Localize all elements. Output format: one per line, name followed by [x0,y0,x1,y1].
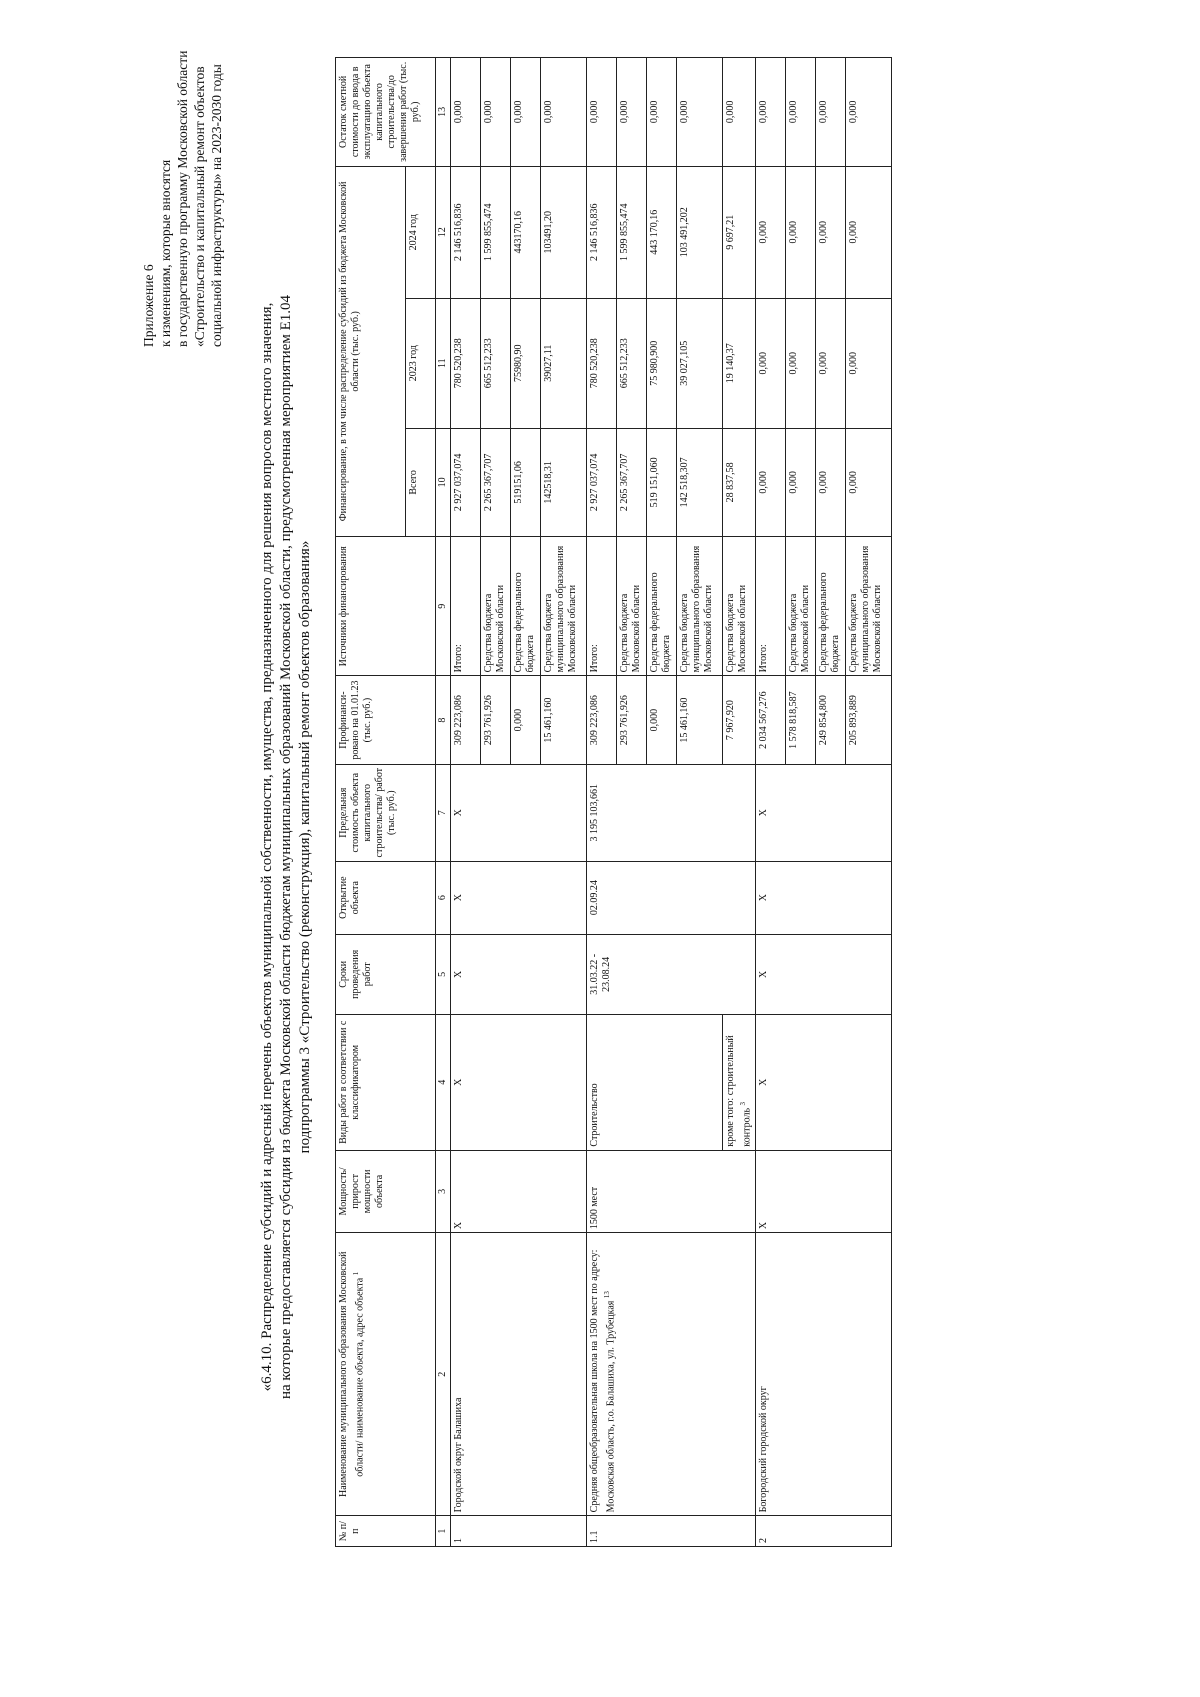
object-power: Х [756,1150,892,1233]
financing-total: 142 518,307 [677,428,723,537]
col-header-total: Всего [406,428,436,537]
remaining-cost: 0,000 [846,58,892,167]
remaining-cost: 0,000 [756,58,786,167]
financing-2024: 9 697,21 [723,166,756,298]
prev-financed: 2 034 567,276 [756,676,786,764]
remaining-cost: 0,000 [481,58,511,167]
prev-financed: 1 578 818,587 [786,676,816,764]
financing-2023: 19 140,37 [723,298,756,428]
object-name: Городской округ Балашиха [451,1233,587,1516]
funding-source: Итого: [756,537,786,676]
financing-2023: 0,000 [846,298,892,428]
remaining-cost: 0,000 [541,58,587,167]
col-header-prev-financed: Профинанси- ровано на 01.01.23 (тыс. руб.) [336,676,436,764]
col-header-open: Открытие объекта [336,861,436,934]
object-name: Богородский городской округ [756,1233,892,1516]
financing-total: 0,000 [846,428,892,537]
financing-total: 2 265 367,707 [617,428,647,537]
column-index-cell: 1 [436,1516,451,1547]
object-open-date: Х [756,861,892,934]
prev-financed: 309 223,086 [451,676,481,764]
financing-total: 0,000 [756,428,786,537]
remaining-cost: 0,000 [511,58,541,167]
financing-2023: 75980,90 [511,298,541,428]
row-number: 1 [451,1516,587,1547]
financing-2023: 780 520,238 [587,298,617,428]
financing-2023: 665 512,233 [617,298,647,428]
financing-total: 142518,31 [541,428,587,537]
financing-2024: 443 170,16 [647,166,677,298]
financing-2023: 39027,11 [541,298,587,428]
funding-source: Средства федерального бюджета [511,537,541,676]
col-header-2023: 2023 год [406,298,436,428]
col-header-works: Виды работ в соответствии с классификатором [336,1014,436,1150]
funding-source: Средства федерального бюджета [647,537,677,676]
object-name: Средняя общеобразовательная школа на 1500 мест по адресу: Московская область, г.о. Балашиха, ул. Трубецкая $^{13}$ [587,1233,756,1516]
col-header-name: Наименование муниципального образования Московской области/ наименование объекта, адрес объекта $^1$ [336,1233,436,1516]
limit-cost: 3 195 103,661 [587,764,756,861]
financing-2024: 0,000 [816,166,846,298]
col-header-financing-group: Финансирование, в том числе распределение субсидий из бюджета Московской области (тыс. руб.) [336,166,406,536]
financing-2024: 103 491,202 [677,166,723,298]
remaining-cost: 0,000 [587,58,617,167]
funding-source: Средства бюджета муниципального образования Московской области [846,537,892,676]
header-line: «Строительство и капитальный ремонт объектов [192,66,207,347]
title-line: на которые предоставляется субсидия из бюджета Московской области бюджетам муниципальных образований Московской области, предусмотренная мероприятием Е1.04 [278,295,294,1399]
financing-total: 0,000 [816,428,846,537]
col-header-number: № п/п [336,1516,436,1547]
prev-financed: 309 223,086 [587,676,617,764]
row-number: 1.1 [587,1516,756,1547]
financing-total: 2 927 037,074 [451,428,481,537]
financing-2023: 75 980,900 [647,298,677,428]
column-index-row [436,58,451,1547]
header-line: в государственную программу Московской области [175,50,190,347]
title-line: подпрограммы 3 «Строительство (реконструкция), капитальный ремонт объектов образования» [297,540,313,1154]
header-line: Приложение 6 [141,264,156,347]
col-header-sources: Источники финансирования [336,537,436,676]
header-line: к изменениям, которые вносятся [158,159,173,347]
financing-2024: 0,000 [786,166,816,298]
remaining-cost: 0,000 [677,58,723,167]
remaining-cost: 0,000 [647,58,677,167]
financing-2024: 1 599 855,474 [481,166,511,298]
prev-financed: 249 854,800 [816,676,846,764]
prev-financed: 7 967,920 [723,676,756,764]
work-type: Строительство [587,1014,723,1150]
financing-2023: 0,000 [786,298,816,428]
financing-2023: 0,000 [756,298,786,428]
title-line: «6.4.10. Распределение субсидий и адресный перечень объектов муниципальной собственности, имущества, предназначенного для решения вопросов местного значения, [259,302,275,1392]
column-index-cell: 7 [436,764,451,861]
remaining-cost: 0,000 [451,58,481,167]
row-number: 2 [756,1516,892,1547]
column-index-cell: 4 [436,1014,451,1150]
funding-source: Средства федерального бюджета [816,537,846,676]
work-terms: Х [756,934,892,1014]
financing-2024: 443170,16 [511,166,541,298]
header-line: социальной инфраструктуры» на 2023-2030 годы [209,64,224,347]
subsidy-table [335,57,892,1547]
financing-2024: 0,000 [756,166,786,298]
object-power: 1500 мест [587,1150,756,1233]
prev-financed: 0,000 [511,676,541,764]
col-header-limit: Предельная стоимость объекта капитального строительства/ работ (тыс. руб.) [336,764,436,861]
prev-financed: 293 761,926 [617,676,647,764]
financing-total: 0,000 [786,428,816,537]
financing-total: 519 151,060 [647,428,677,537]
funding-source: Средства бюджета Московской области [481,537,511,676]
col-header-remaining: Остаток сметной стоимости до ввода в эксплуатацию объекта капитального строительства/до завершения работ (тыс. руб.) [336,58,436,167]
funding-source: Итого: [451,537,481,676]
prev-financed: 15 461,160 [541,676,587,764]
column-index-cell: 8 [436,676,451,764]
financing-total: 519151,06 [511,428,541,537]
financing-2024: 2 146 516,836 [451,166,481,298]
column-index-cell: 13 [436,58,451,167]
column-index-cell: 2 [436,1233,451,1516]
financing-2023: 39 027,105 [677,298,723,428]
work-terms: 31.03.22 - 23.08.24 [587,934,756,1014]
financing-2023: 0,000 [816,298,846,428]
financing-total: 2 927 037,074 [587,428,617,537]
limit-cost: Х [451,764,587,861]
funding-source: Средства бюджета Московской области [786,537,816,676]
work-terms: Х [451,934,587,1014]
remaining-cost: 0,000 [816,58,846,167]
col-header-2024: 2024 год [406,166,436,298]
column-index-cell: 11 [436,298,451,428]
column-index-cell: 5 [436,934,451,1014]
col-header-power: Мощность/ прирост мощности объекта [336,1150,436,1233]
funding-source: Итого: [587,537,617,676]
work-type: Х [451,1014,587,1150]
document-title [258,117,315,1577]
funding-source: Средства бюджета Московской области [723,537,756,676]
financing-total: 2 265 367,707 [481,428,511,537]
financing-total: 28 837,58 [723,428,756,537]
column-index-cell: 10 [436,428,451,537]
col-header-terms: Сроки проведения работ [336,934,436,1014]
column-index-cell: 3 [436,1150,451,1233]
funding-source: Средства бюджета муниципального образования Московской области [677,537,723,676]
funding-source: Средства бюджета муниципального образования Московской области [541,537,587,676]
work-type-extra: кроме того: строительный контроль $^3$ [723,1014,756,1150]
funding-source: Средства бюджета Московской области [617,537,647,676]
appendix-header [140,17,225,347]
remaining-cost: 0,000 [786,58,816,167]
table-row [451,58,481,1547]
prev-financed: 293 761,926 [481,676,511,764]
work-type: Х [756,1014,892,1150]
prev-financed: 0,000 [647,676,677,764]
remaining-cost: 0,000 [617,58,647,167]
remaining-cost: 0,000 [723,58,756,167]
object-open-date: 02.09.24 [587,861,756,934]
financing-2023: 665 512,233 [481,298,511,428]
object-power: Х [451,1150,587,1233]
object-open-date: Х [451,861,587,934]
financing-2024: 1 599 855,474 [617,166,647,298]
column-index-cell: 9 [436,537,451,676]
prev-financed: 205 893,889 [846,676,892,764]
column-index-cell: 6 [436,861,451,934]
financing-2024: 2 146 516,836 [587,166,617,298]
financing-2024: 103491,20 [541,166,587,298]
financing-2023: 780 520,238 [451,298,481,428]
limit-cost: Х [756,764,892,861]
financing-2024: 0,000 [846,166,892,298]
prev-financed: 15 461,160 [677,676,723,764]
column-index-cell: 12 [436,166,451,298]
table-row [587,58,617,1547]
table-row [756,58,786,1547]
